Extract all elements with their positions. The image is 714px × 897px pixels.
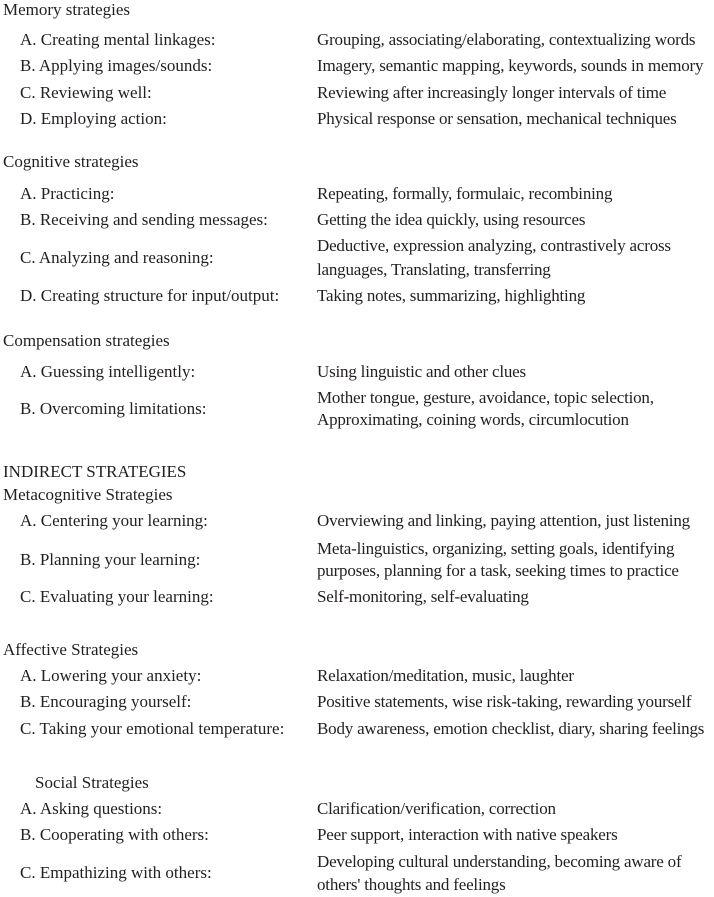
strategy-description: purposes, planning for a task, seeking times to practice: [317, 561, 679, 580]
section-heading-memory: Memory strategies: [3, 0, 130, 19]
strategy-label: C. Taking your emotional temperature:: [20, 719, 285, 738]
strategy-description: Approximating, coining words, circumlocution: [317, 410, 629, 429]
strategy-description: Meta-linguistics, organizing, setting goals, identifying: [317, 539, 675, 558]
strategy-description: Developing cultural understanding, becoming aware of: [317, 852, 682, 871]
strategy-label: B. Receiving and sending messages:: [20, 210, 268, 229]
strategy-label: A. Guessing intelligently:: [20, 362, 196, 381]
strategy-description: Reviewing after increasingly longer intervals of time: [317, 83, 667, 102]
strategy-description: Imagery, semantic mapping, keywords, sounds in memory: [317, 56, 704, 75]
section-heading-cognitive: Cognitive strategies: [3, 152, 139, 171]
strategy-label: D. Creating structure for input/output:: [20, 286, 280, 305]
strategy-description: Getting the idea quickly, using resources: [317, 210, 586, 229]
strategy-label: B. Encouraging yourself:: [20, 692, 192, 711]
strategy-description: Deductive, expression analyzing, contrastively across: [317, 236, 671, 255]
section-heading-metacognitive: Metacognitive Strategies: [3, 485, 173, 504]
strategy-description: Using linguistic and other clues: [317, 362, 526, 381]
indirect-strategies-heading: INDIRECT STRATEGIES: [3, 462, 187, 481]
section-heading-compensation: Compensation strategies: [3, 331, 170, 350]
strategy-label: C. Evaluating your learning:: [20, 587, 214, 606]
strategy-label: A. Lowering your anxiety:: [20, 666, 202, 685]
strategy-label: B. Overcoming limitations:: [20, 399, 207, 418]
strategy-description: Physical response or sensation, mechanical techniques: [317, 109, 677, 128]
strategy-description: Self-monitoring, self-evaluating: [317, 587, 529, 606]
strategy-label: A. Asking questions:: [20, 799, 163, 818]
strategy-description: Positive statements, wise risk-taking, rewarding yourself: [317, 692, 692, 711]
strategy-description: Mother tongue, gesture, avoidance, topic selection,: [317, 388, 654, 407]
strategy-description: languages, Translating, transferring: [317, 260, 551, 279]
strategy-description: Body awareness, emotion checklist, diary, sharing feelings: [317, 719, 705, 738]
strategy-label: B. Planning your learning:: [20, 550, 201, 569]
strategy-label: A. Practicing:: [20, 184, 115, 203]
strategy-description: Clarification/verification, correction: [317, 799, 556, 818]
strategy-label: C. Empathizing with others:: [20, 863, 212, 882]
strategy-description: Repeating, formally, formulaic, recombining: [317, 184, 613, 203]
strategy-description: Relaxation/meditation, music, laughter: [317, 666, 574, 685]
strategy-label: B. Applying images/sounds:: [20, 56, 213, 75]
strategy-description: Peer support, interaction with native speakers: [317, 825, 618, 844]
strategy-label: D. Employing action:: [20, 109, 167, 128]
strategy-description: Overviewing and linking, paying attention, just listening: [317, 511, 690, 530]
strategy-label: C. Analyzing and reasoning:: [20, 248, 214, 267]
strategy-label: C. Reviewing well:: [20, 83, 152, 102]
strategy-label: B. Cooperating with others:: [20, 825, 209, 844]
strategy-label: A. Centering your learning:: [20, 511, 208, 530]
strategy-label: A. Creating mental linkages:: [20, 30, 216, 49]
strategy-description: others' thoughts and feelings: [317, 875, 506, 894]
section-heading-affective: Affective Strategies: [3, 640, 139, 659]
strategy-description: Taking notes, summarizing, highlighting: [317, 286, 586, 305]
section-heading-social: Social Strategies: [35, 773, 149, 792]
strategy-description: Grouping, associating/elaborating, contextualizing words: [317, 30, 696, 49]
